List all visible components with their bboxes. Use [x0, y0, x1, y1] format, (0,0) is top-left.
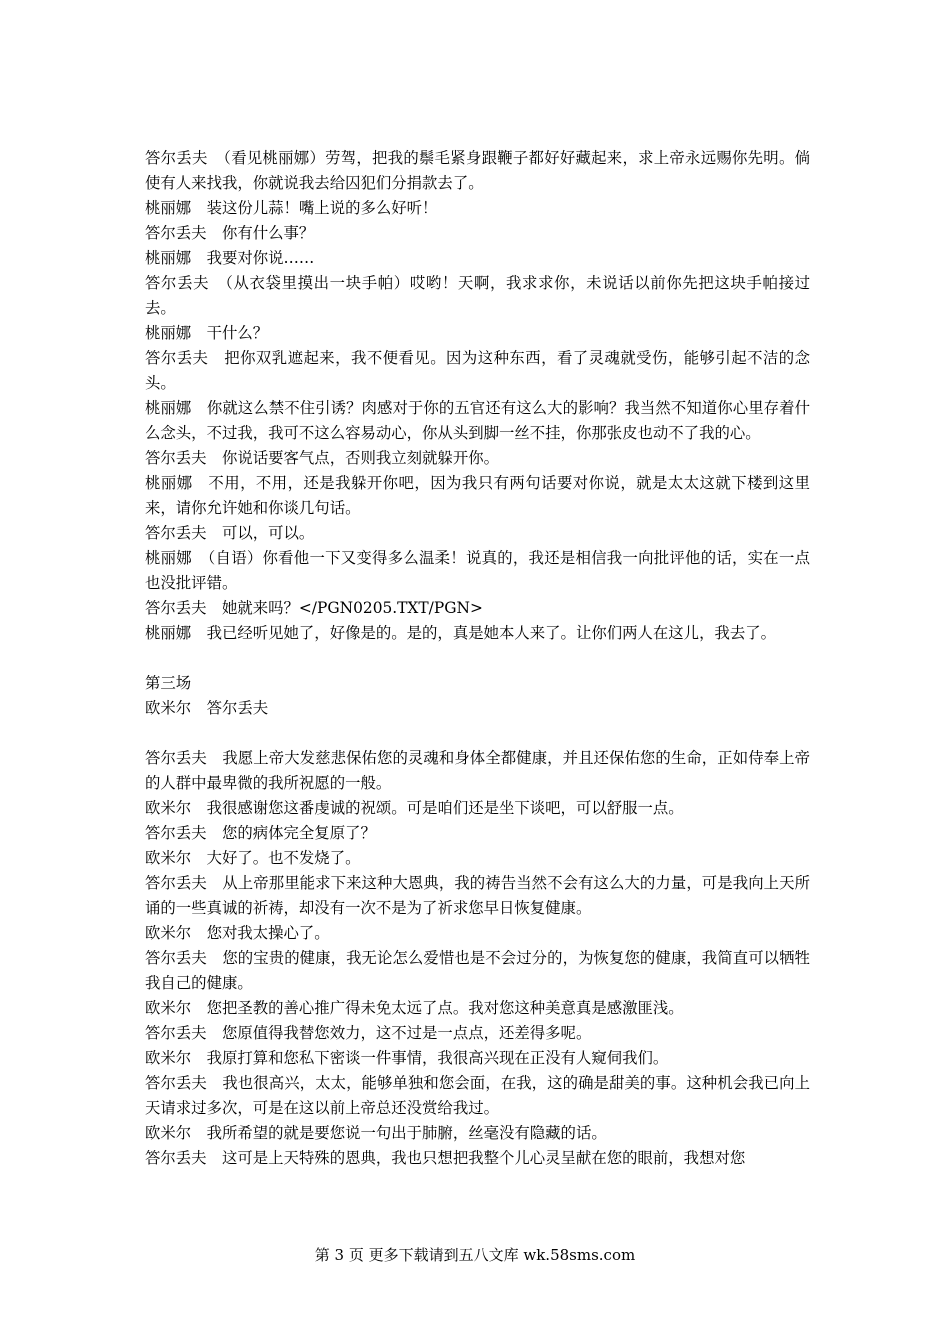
blank-line — [145, 646, 810, 671]
text-line: 欧米尔 您对我太操心了。 — [145, 924, 330, 942]
text-line: 欧米尔 大好了。也不发烧了。 — [145, 849, 361, 867]
text-line: 欧米尔 我原打算和您私下密谈一件事情，我很高兴现在正没有人窥伺我们。 — [145, 1049, 669, 1067]
text-line: 答尔丢夫 你有什么事？ — [145, 224, 315, 242]
text-line: 桃丽娜 不用，不用，还是我躲开你吧，因为我只有两句话要对你说，就是太太这就下楼到这里来，请你允许她和你谈几句话。 — [145, 474, 810, 517]
text-line: 桃丽娜 我要对你说…… — [145, 249, 315, 267]
page-footer: 第 3 页 更多下载请到五八文库 wk.58sms.com — [314, 1246, 636, 1264]
text-line: 答尔丢夫 您的宝贵的健康，我无论怎么爱惜也是不会过分的，为恢复您的健康，我简直可以牺牲我自己的健康。 — [145, 949, 810, 992]
text-line: 答尔丢夫 你说话要客气点，否则我立刻就躲开你。 — [145, 449, 499, 467]
text-line: 桃丽娜 干什么？ — [145, 324, 269, 342]
scene-title: 第三场 — [145, 674, 192, 692]
text-line: 答尔丢夫 这可是上天特殊的恩典，我也只想把我整个儿心灵呈献在您的眼前，我想对您 — [145, 1149, 746, 1167]
blank-line — [145, 721, 810, 746]
text-line: 桃丽娜 你就这么禁不住引诱？肉感对于你的五官还有这么大的影响？我当然不知道你心里存着什么念头，不过我，我可不这么容易动心，你从头到脚一丝不挂，你那张皮也动不了我的心。 — [145, 399, 810, 442]
text-line: 欧米尔 您把圣教的善心推广得未免太远了点。我对您这种美意真是感激匪浅。 — [145, 999, 684, 1017]
document-body — [145, 146, 810, 1171]
text-line: 答尔丢夫 您原值得我替您效力，这不过是一点点，还差得多呢。 — [145, 1024, 592, 1042]
text-line: 桃丽娜 （自语）你看他一下又变得多么温柔！说真的，我还是相信我一向批评他的话，实在一点也没批评错。 — [145, 549, 810, 592]
text-line: 答尔丢夫 （看见桃丽娜）劳驾，把我的鬃毛紧身跟鞭子都好好藏起来，求上帝永远赐你先明。倘使有人来找我，你就说我去给囚犯们分捐款去了。 — [145, 149, 810, 192]
text-line: 答尔丢夫 把你双乳遮起来，我不便看见。因为这种东西，看了灵魂就受伤，能够引起不洁的念头。 — [145, 349, 810, 392]
text-line: 答尔丢夫 我愿上帝大发慈悲保佑您的灵魂和身体全都健康，并且还保佑您的生命，正如侍奉上帝的人群中最卑微的我所祝愿的一般。 — [145, 749, 810, 792]
text-line: 答尔丢夫 她就来吗？</PGN0205.TXT/PGN> — [145, 599, 483, 617]
text-line: 答尔丢夫 可以，可以。 — [145, 524, 315, 542]
text-line: 欧米尔 我很感谢您这番虔诚的祝颂。可是咱们还是坐下谈吧，可以舒服一点。 — [145, 799, 684, 817]
text-line: 答尔丢夫 从上帝那里能求下来这种大恩典，我的祷告当然不会有这么大的力量，可是我向上天所诵的一些真诚的祈祷，却没有一次不是为了祈求您早日恢复健康。 — [145, 874, 810, 917]
text-line: 桃丽娜 我已经听见她了，好像是的。是的，真是她本人来了。让你们两人在这儿，我去了。 — [145, 624, 777, 642]
text-line: 答尔丢夫 （从衣袋里摸出一块手帕）哎哟！天啊，我求求你，未说话以前你先把这块手帕接过去。 — [145, 274, 810, 317]
text-line: 答尔丢夫 我也很高兴，太太，能够单独和您会面，在我，这的确是甜美的事。这种机会我已向上天请求过多次，可是在这以前上帝总还没赏给我过。 — [145, 1074, 810, 1117]
text-line: 桃丽娜 装这份儿蒜！嘴上说的多么好听！ — [145, 199, 438, 217]
text-line: 答尔丢夫 您的病体完全复原了？ — [145, 824, 376, 842]
scene-characters: 欧米尔 答尔丢夫 — [145, 699, 269, 717]
text-line: 欧米尔 我所希望的就是要您说一句出于肺腑，丝毫没有隐藏的话。 — [145, 1124, 607, 1142]
